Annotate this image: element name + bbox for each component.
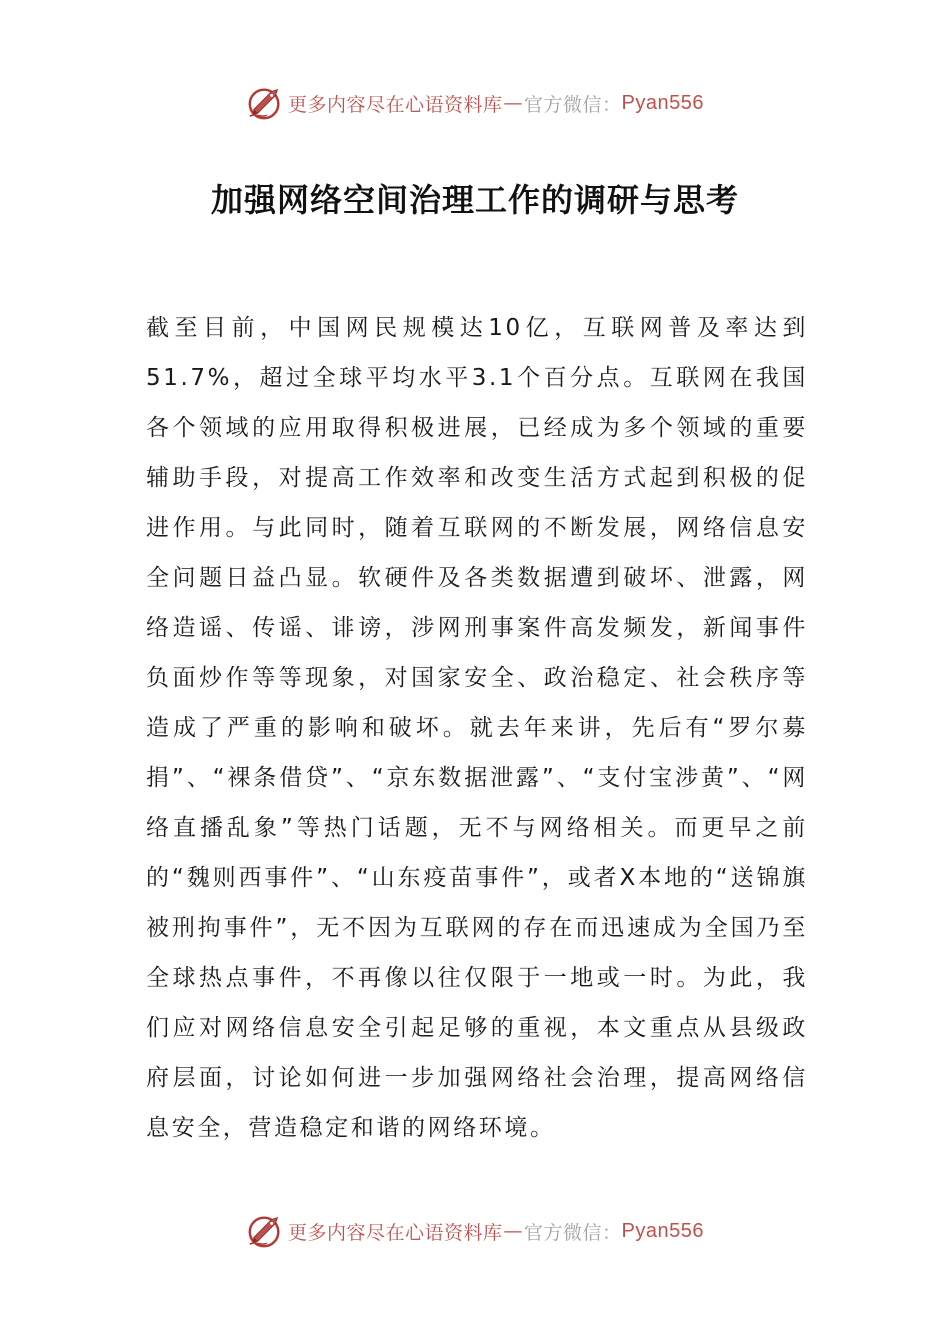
banner-dash: —	[503, 1220, 524, 1242]
document-title: 加强网络空间治理工作的调研与思考	[210, 181, 739, 219]
pen-nib-logo-icon	[246, 84, 284, 122]
header-watermark-banner	[0, 81, 950, 125]
banner-dash: —	[503, 92, 524, 114]
banner-wechat-label: 官方微信：	[524, 93, 622, 116]
banner-wechat-id: Pyan556	[621, 91, 704, 114]
banner-wechat-id: Pyan556	[621, 1219, 704, 1242]
document-paragraph: 截至目前，中国网民规模达10亿，互联网普及率达到51.7%，超过全球平均水平3.1个百分点。互联网在我国各个领域的应用取得积极进展，已经成为多个领域的重要辅助手段，对提高工作效率和改变生活方式起到积极的促进作用。与此同时，随着互联网的不断发展，网络信息安全问题日益凸显。软硬件及各类数据遭到破坏、泄露，网络造谣、传谣、诽谤，涉网刑事案件高发频发，新闻事件负面炒作等等现象，对国家安全、政治稳定、社会秩序等造成了严重的影响和破坏。就去年来讲，先后有“罗尔募捐”、“裸条借贷”、“京东数据泄露”、“支付宝涉黄”、“网络直播乱象”等热门话题，无不与网络相关。而更早之前的“魏则西事件”、“山东疫苗事件”，或者X本地的“送锦旗被刑拘事件”，无不因为互联网的存在而迅速成为全国乃至全球热点事件，不再像以往仅限于一地或一时。为此，我们应对网络信息安全引起足够的重视，本文重点从县级政府层面，讨论如何进一步加强网络社会治理，提高网络信息安全，营造稳定和谐的网络环境。	[146, 315, 808, 1141]
banner-wechat-label: 官方微信：	[524, 1221, 622, 1244]
banner-slogan: 更多内容尽在心语资料库	[288, 1221, 503, 1244]
banner-slogan: 更多内容尽在心语资料库	[288, 93, 503, 116]
footer-watermark-banner	[0, 1209, 950, 1253]
pen-nib-logo-icon	[246, 1212, 284, 1250]
